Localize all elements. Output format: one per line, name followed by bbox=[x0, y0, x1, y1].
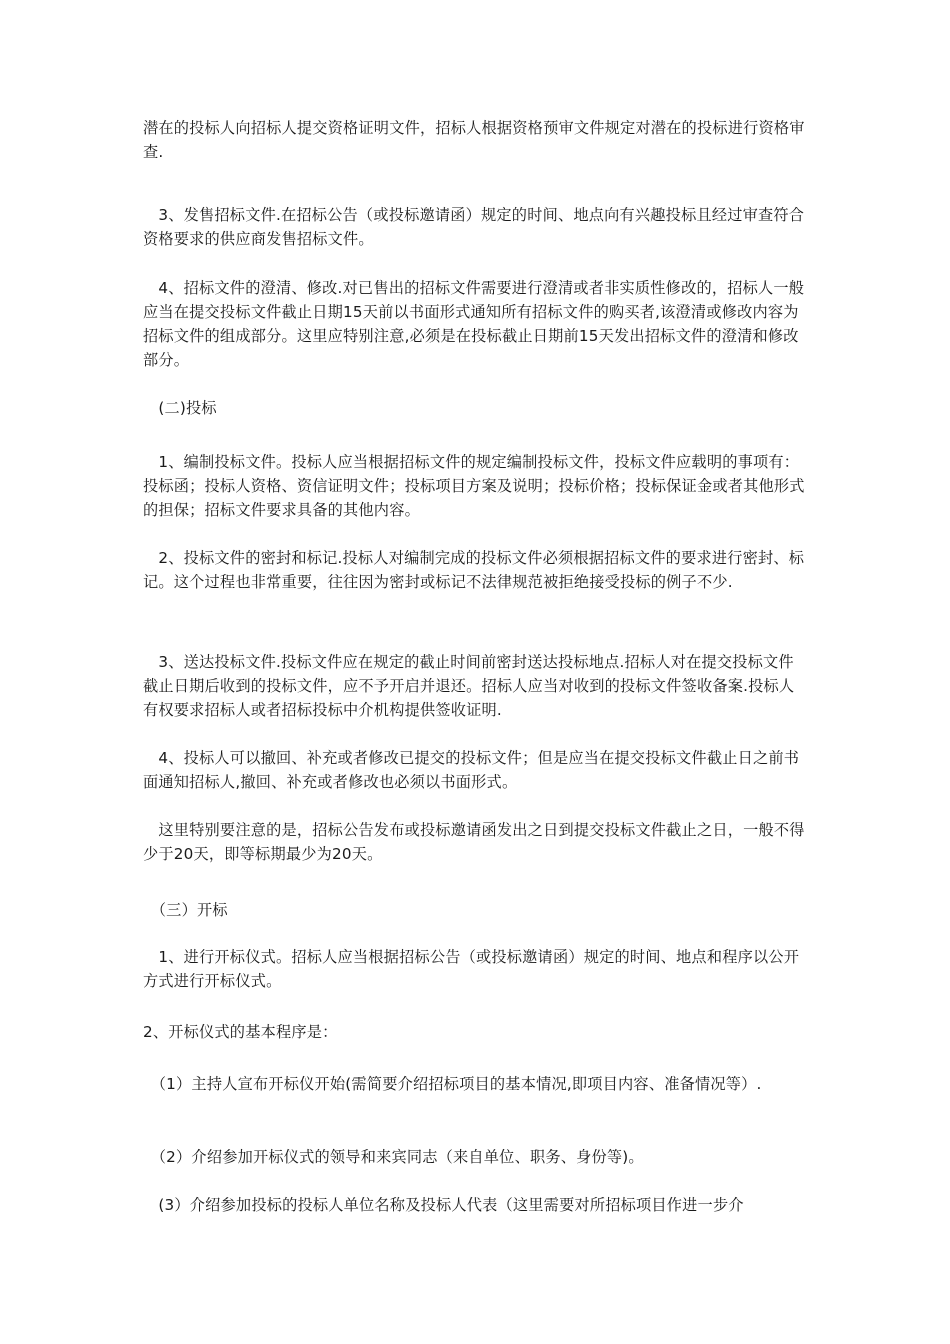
paragraph-qualification-review: 潜在的投标人向招标人提交资格证明文件，招标人根据资格预审文件规定对潜在的投标进行资格审查. bbox=[143, 119, 805, 161]
paragraph-seal-mark: 2、投标文件的密封和标记.投标人对编制完成的投标文件必须根据招标文件的要求进行密封、标记。这个过程也非常重要，往往因为密封或标记不法律规范被拒绝接受投标的例子不少. bbox=[143, 549, 805, 591]
list-item-step-1: （1）主持人宣布开标仪开始(需简要介绍招标项目的基本情况,即项目内容、准备情况等）. bbox=[143, 1075, 762, 1093]
paragraph-basic-procedure: 2、开标仪式的基本程序是： bbox=[143, 1023, 338, 1041]
paragraph-opening-ceremony: 1、进行开标仪式。招标人应当根据招标公告（或投标邀请函）规定的时间、地点和程序以公开方式进行开标仪式。 bbox=[143, 948, 800, 990]
paragraph-withdraw-modify: 4、投标人可以撤回、补充或者修改已提交的投标文件；但是应当在提交投标文件截止日之前书面通知招标人,撤回、补充或者修改也必须以书面形式。 bbox=[143, 749, 800, 791]
paragraph-waiting-period: 这里特别要注意的是，招标公告发布或投标邀请函发出之日到提交投标文件截止之日，一般不得少于20天，即等标期最少为20天。 bbox=[143, 821, 805, 863]
list-item-step-3: (3）介绍参加投标的投标人单位名称及投标人代表（这里需要对所招标项目作进一步介 bbox=[143, 1196, 744, 1214]
section-heading-bid-opening: （三）开标 bbox=[143, 901, 228, 919]
paragraph-prepare-bid: 1、编制投标文件。投标人应当根据招标文件的规定编制投标文件，投标文件应载明的事项有：投标函；投标人资格、资信证明文件；投标项目方案及说明；投标价格；投标保证金或者其他形式的担保；招标文件要求具备的其他内容。 bbox=[143, 453, 805, 519]
section-heading-bidding: (二)投标 bbox=[143, 399, 217, 417]
list-item-step-2: （2）介绍参加开标仪式的领导和来宾同志（来自单位、职务、身份等)。 bbox=[143, 1148, 644, 1166]
paragraph-clarification: 4、招标文件的澄清、修改.对已售出的招标文件需要进行澄清或者非实质性修改的，招标人一般应当在提交投标文件截止日期15天前以书面形式通知所有招标文件的购买者,该澄清或修改内容为招标文件的组成部分。这里应特别注意,必须是在投标截止日期前15天发出招标文件的澄清和修改部分。 bbox=[143, 279, 805, 369]
paragraph-deliver-bid: 3、送达投标文件.投标文件应在规定的截止时间前密封送达投标地点.招标人对在提交投标文件截止日期后收到的投标文件，应不予开启并退还。招标人应当对收到的投标文件签收备案.投标人有权要求招标人或者招标投标中介机构提供签收证明. bbox=[143, 653, 795, 719]
paragraph-sell-tender-docs: 3、发售招标文件.在招标公告（或投标邀请函）规定的时间、地点向有兴趣投标且经过审查符合资格要求的供应商发售招标文件。 bbox=[143, 206, 805, 248]
